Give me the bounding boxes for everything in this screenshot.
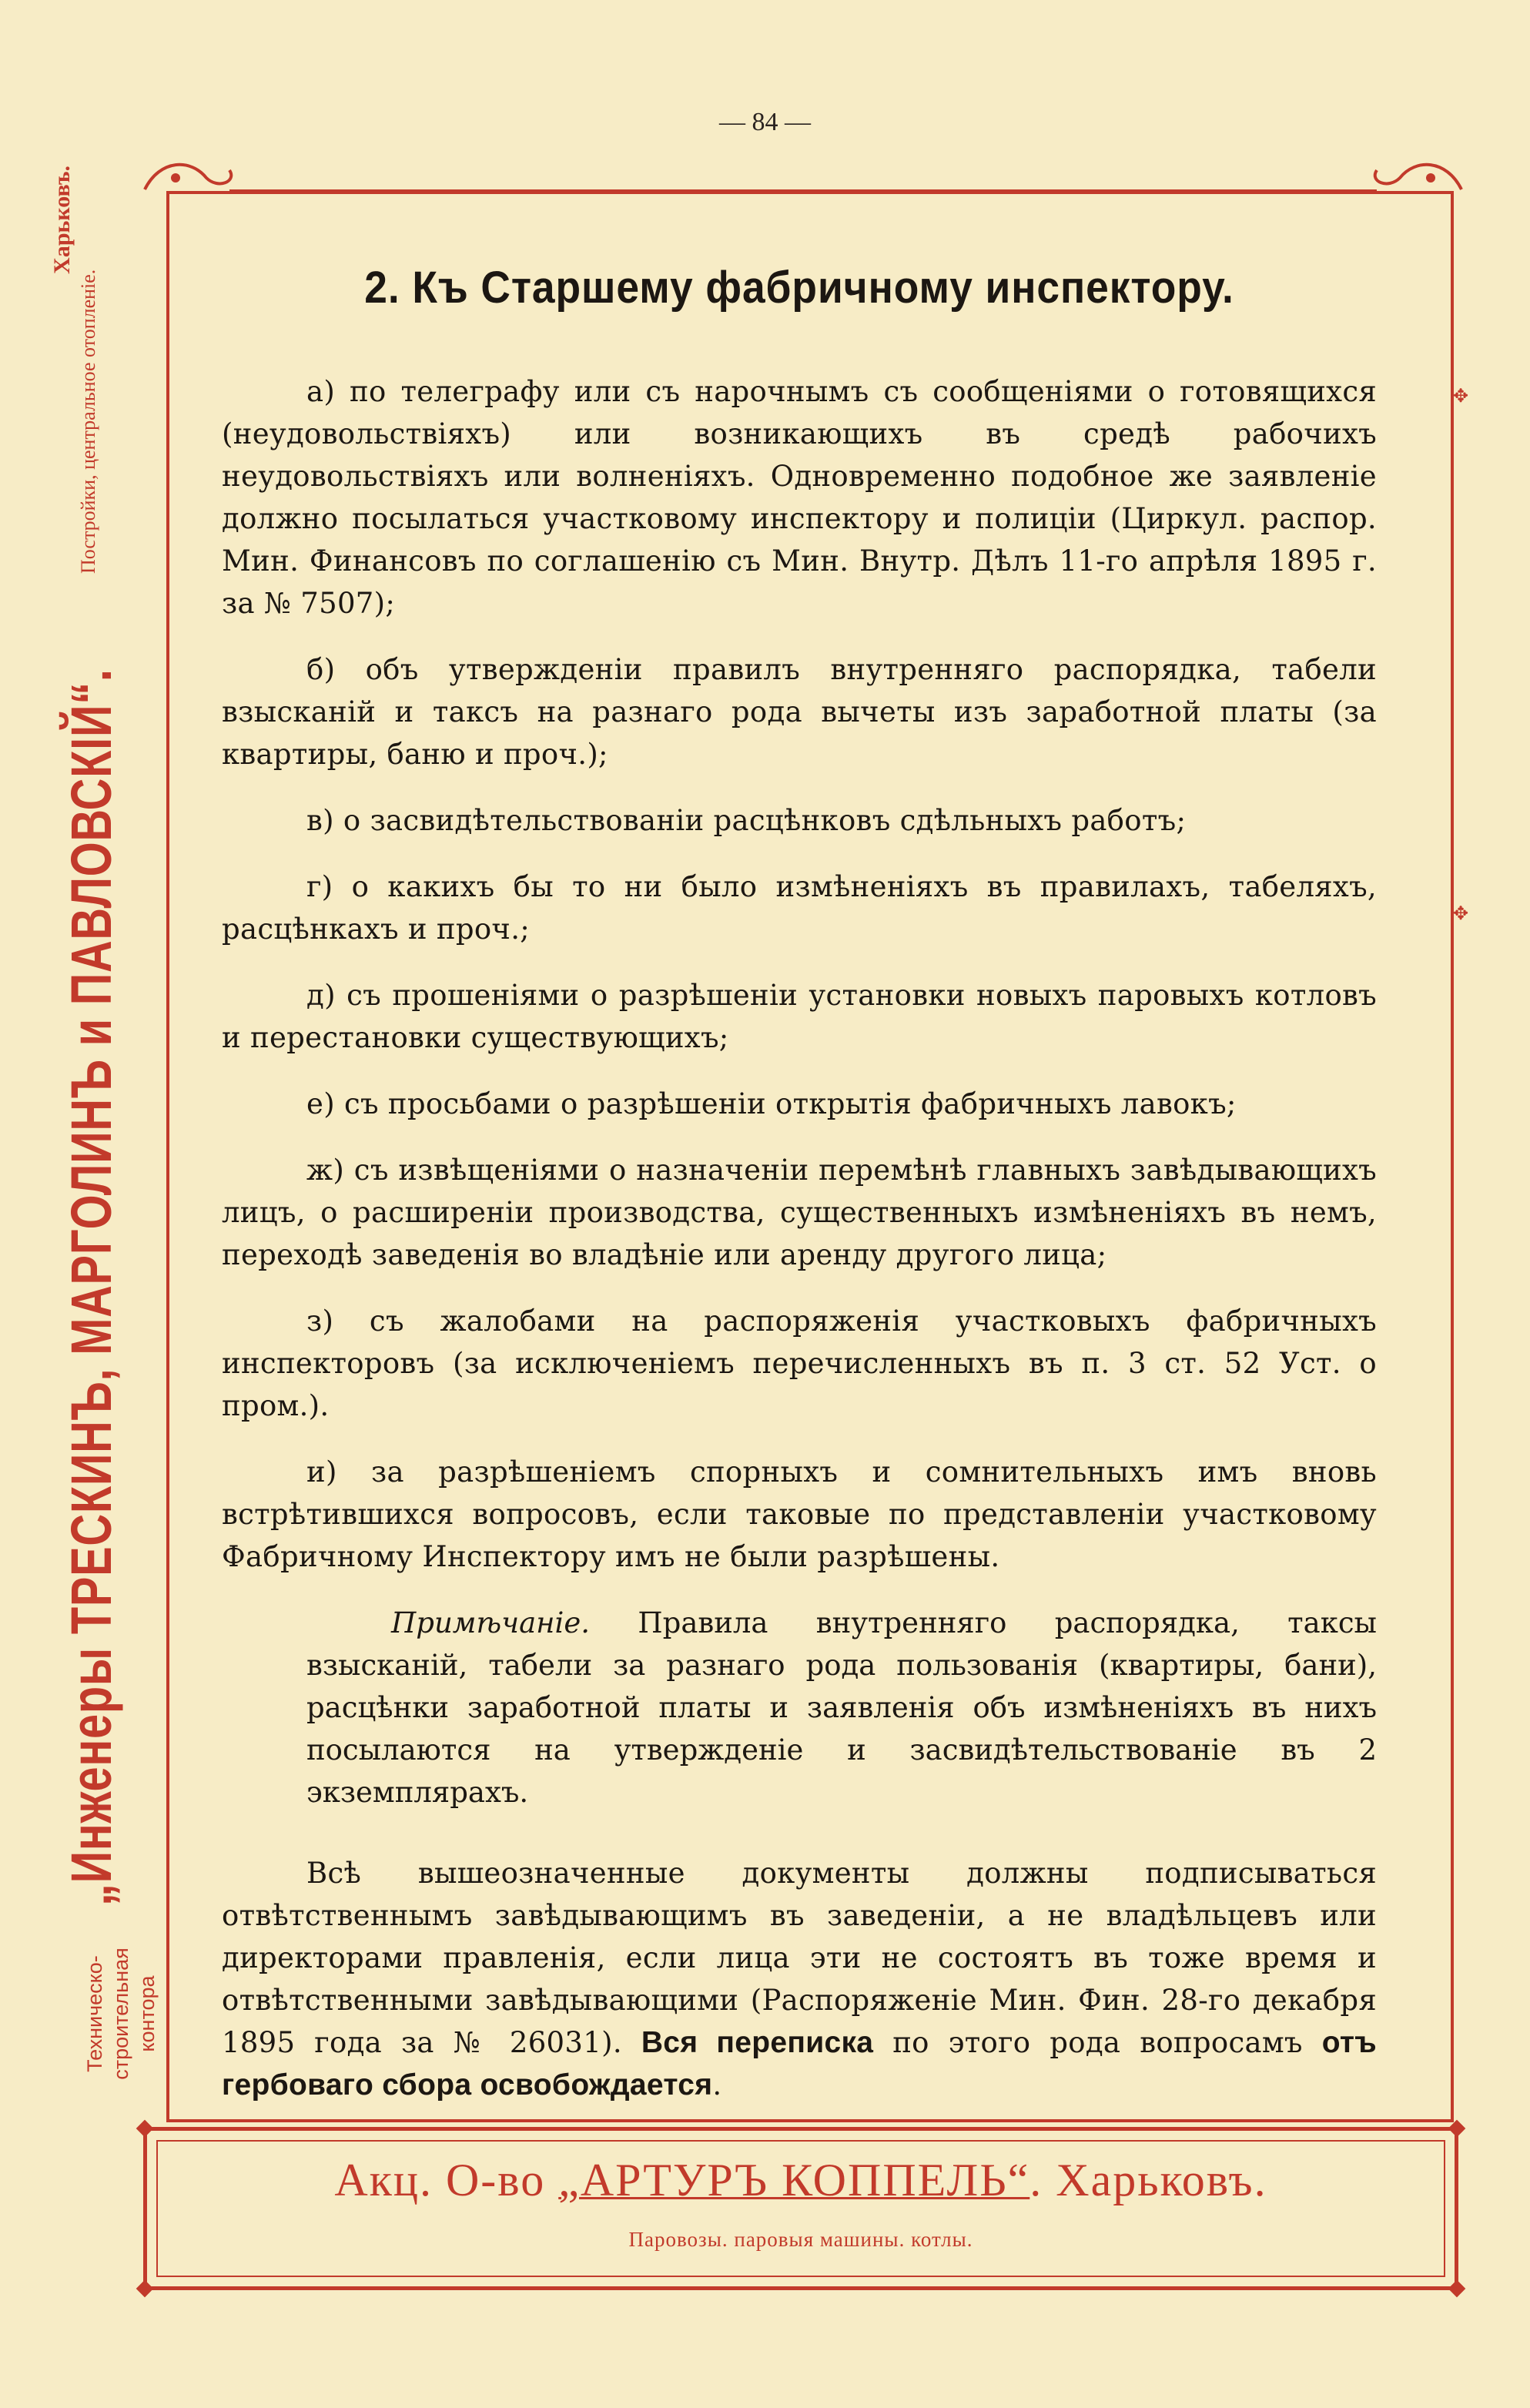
- paragraph-text: а) по телеграфу или съ нарочнымъ съ сообщеніями о готовящихся (неудовольствіяхъ) или возникающихъ въ средѣ рабочихъ неудовольствіяхъ или волненіяхъ. Одновременно подобное же заявленіе должно посылаться участковому инспектору и полиціи (Циркул. распор. Мин. Финансовъ по соглашенію съ Мин. Внутр. Дѣлъ 11-го апрѣля 1895 г. за № 7507);: [222, 375, 1377, 620]
- paragraph-text: д) съ прошеніями о разрѣшеніи установки новыхъ паровыхъ котловъ и перестановки существующихъ;: [222, 979, 1377, 1054]
- advert-brand: „АРТУРЪ КОППЕЛЬ“: [558, 2155, 1030, 2205]
- side-right-block: [49, 142, 102, 574]
- paragraph-text: з) съ жалобами на распоряженія участковыхъ фабричныхъ инспекторовъ (за исключеніемъ перечисленныхъ въ п. 3 ст. 52 Уст. о пром.).: [222, 1304, 1377, 1422]
- note-label: Примѣчаніе.: [391, 1606, 591, 1639]
- advert-subtitle: Паровозы. паровыя машины. котлы.: [628, 2228, 973, 2251]
- right-margin-ornament: ✥ ✥: [1452, 385, 1469, 924]
- main-content: [222, 262, 1377, 2130]
- final-text: Всѣ вышеозначенные документы должны подписываться отвѣтственнымъ завѣдывающимъ въ заведеніи, а не владѣльцевъ или директорами правленія, если лица эти не состоятъ въ тоже время и отвѣтственными завѣдывающими (Распоряженіе Мин. Фин. 28-го декабря 1895 года за № 26031).: [222, 1857, 1377, 2059]
- corner-diamond-icon: [1448, 2120, 1466, 2138]
- paragraph-d: [222, 974, 1377, 1059]
- advert-title: [147, 2154, 1455, 2207]
- final-bold-2: отъ гербоваго сбора освобождается: [222, 2026, 1378, 2102]
- paragraph-text: ж) съ извѣщеніями о назначеніи перемѣнѣ главныхъ завѣдывающихъ лицъ, о расширеніи производства, существенныхъ измѣненіяхъ въ немъ, переходѣ заведенія во владѣніе или аренду другого лица;: [222, 1154, 1377, 1271]
- side-advertisement: [35, 135, 159, 2106]
- top-ornament: [129, 143, 1477, 197]
- note-text: Правила внутренняго распорядка, таксы взысканій, табели за разнаго рода пользованія (квартиры, бани), расцѣнки заработной платы и заявленія объ измѣненіяхъ въ нихъ посылаются на утвержденіе и засвидѣтельствованіе въ 2 экземплярахъ.: [306, 1606, 1378, 1809]
- bottom-advertisement: [143, 2127, 1458, 2290]
- final-middle: по этого рода вопросамъ: [892, 2026, 1303, 2059]
- paragraph-v: [222, 799, 1377, 842]
- section-heading: 2. Къ Старшему фабричному инспектору.: [364, 263, 1234, 313]
- paragraph-g: [222, 866, 1377, 950]
- paragraph-i: [222, 1451, 1377, 1578]
- paragraph-text: и) за разрѣшеніемъ спорныхъ и сомнительныхъ имъ вновь встрѣтившихся вопросовъ, если таковые по представленіи участковому Фабричному Инспектору имъ не были разрѣшены.: [222, 1455, 1377, 1573]
- corner-diamond-icon: [136, 2120, 154, 2138]
- side-main-text: „Инженеры ТРЕСКИНЪ, МАРГОЛИНЪ и ПАВЛОВСКІЙ“.: [59, 668, 123, 1906]
- paragraph-a: [222, 370, 1377, 625]
- page-number: — 84 —: [719, 108, 811, 136]
- advert-suffix: . Харьковъ.: [1029, 2155, 1267, 2205]
- side-left-text: Техническо-строительная контора: [83, 1947, 159, 2080]
- advert-prefix: Акц. О-во: [334, 2155, 546, 2205]
- final-paragraph: [222, 1852, 1377, 2106]
- final-bold-1: Вся переписка: [641, 2026, 874, 2059]
- paragraph-z: [222, 1300, 1377, 1427]
- corner-diamond-icon: [136, 2280, 154, 2298]
- paragraph-text: г) о какихъ бы то ни было измѣненіяхъ въ правилахъ, табеляхъ, расцѣнкахъ и проч.;: [222, 870, 1377, 946]
- paragraph-zh: [222, 1149, 1377, 1276]
- side-services: Постройки, центральное отопленіе.: [77, 269, 99, 574]
- paragraph-e: [222, 1083, 1377, 1125]
- paragraph-b: [222, 648, 1377, 775]
- corner-diamond-icon: [1448, 2280, 1466, 2298]
- paragraph-text: в) о засвидѣтельствованіи расцѣнковъ сдѣльныхъ работъ;: [306, 804, 1187, 837]
- note-block: [306, 1602, 1377, 1814]
- paragraph-text: б) объ утвержденіи правилъ внутренняго распорядка, табели взысканій и таксъ на разнаго рода вычеты изъ заработной платы (за квартиры, баню и проч.);: [222, 653, 1377, 771]
- side-city: Харьковъ.: [49, 166, 75, 274]
- paragraph-text: е) съ просьбами о разрѣшеніи открытія фабричныхъ лавокъ;: [306, 1087, 1237, 1120]
- final-end: .: [712, 2068, 722, 2102]
